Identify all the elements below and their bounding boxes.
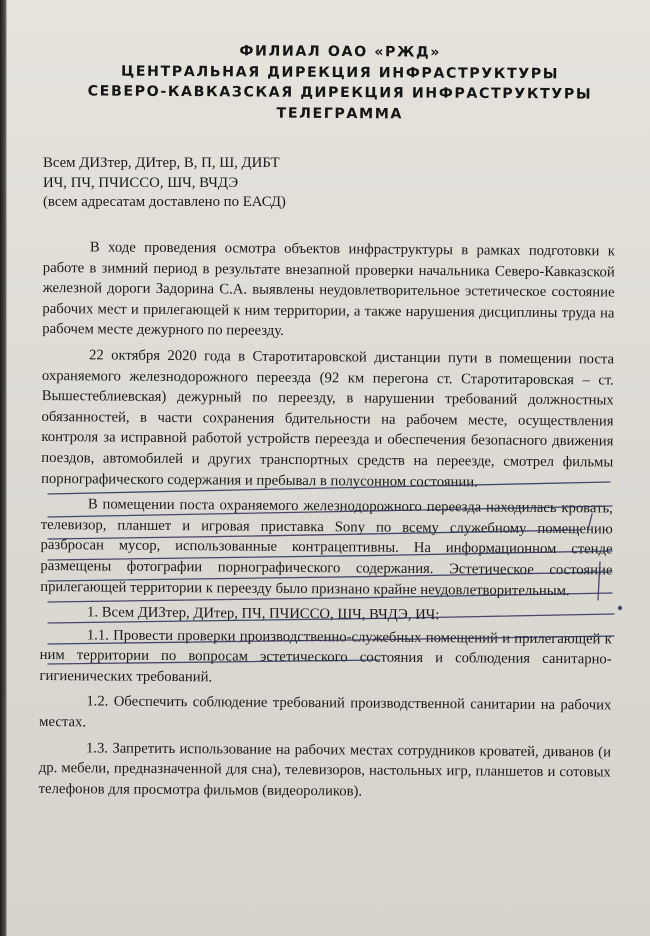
paragraph-incident: 22 октября 2020 года в Старотитаровской дистанции пути в помещении поста охраняемого железнодорожного переезда (92 км перегона ст. Старотитаровская – ст. Вышестеблиевская) дежурный по переезду, в нарушении требований должностных обязанностей, в части сохранения бдительности на рабочем месте, осуществления контроля за исправной работой устройств переезда и обеспечения безопасного движения поездов, автомобилей и других транспортных средств на переезде, смотрел фильмы порнографического содержания и пребывал в полусонном состоянии.	[41, 347, 615, 490]
paragraph-item-1-3: 1.3. Запретить использование на рабочих местах сотрудников кроватей, диванов (и др. мебели, предназначенной для сна), телевизоров, настольных игр, планшетов и сотовых телефонов для просмотра фильмов (видеороликов).	[38, 740, 612, 800]
header-line-north-caucasus: СЕВЕРО-КАВКАЗСКАЯ ДИРЕКЦИЯ ИНФРАСТРУКТУРЫ	[87, 83, 593, 103]
paragraph-inspection: В ходе проведения осмотра объектов инфраструктуры в рамках подготовки к работе в зимний период в результате внезапной проверки начальника Северо-Кавказской железной дороги Задорина С.А. выявлены неудовлетворительное эстетическое состояние рабочих мест и прилегающей к ним территории, а также нарушения дисциплины труда на рабочем месте дежурного по переезду.	[42, 239, 615, 340]
margin-dot	[618, 606, 622, 610]
addressee-line-1: Всем ДИЗтер, ДИтер, В, П, Ш, ДИБТ	[43, 155, 280, 171]
addressee-note: (всем адресатам доставлено по ЕАСД)	[43, 194, 286, 210]
header-line-central: ЦЕНТРАЛЬНАЯ ДИРЕКЦИЯ ИНФРАСТРУКТУРЫ	[120, 63, 560, 82]
telegram-body	[39, 237, 615, 809]
photo-edge-shadow	[0, 0, 7, 936]
header-line-telegram: ТЕЛЕГРАММА	[276, 105, 404, 122]
paragraph-item-1-2: 1.2. Обеспечить соблюдение требований производственной санитарии на рабочих местах.	[39, 693, 612, 731]
document-header	[40, 40, 640, 126]
paragraph-item-1-1: 1.1. Провести проверки производственно-служебных помещений и прилегающей к ним территории по вопросам эстетического состояния и соблюдения санитарно-гигиенических требований.	[39, 627, 612, 686]
header-line-branch: ФИЛИАЛ ОАО «РЖД»	[239, 43, 442, 61]
paragraph-premises: В помещении поста охраняемого железнодорожного переезда находилась кровать, телевизор, планшет и игровая приставка Sony по всему служебному помещению разбросан мусор, использованные контрацептивны. На информационном стенде размещены фотографии порнографического содержания. Эстетическое состояние прилегающей территории к переезду было признано крайне неудовлетворительным.	[40, 496, 613, 599]
addressee-block	[43, 154, 543, 213]
paragraph-order-recipients: 1. Всем ДИЗтер, ДИтер, ПЧ, ПЧИССО, ШЧ, ВЧДЭ, ИЧ:	[86, 604, 440, 624]
addressee-line-2: ИЧ, ПЧ, ПЧИССО, ШЧ, ВЧДЭ	[43, 174, 239, 191]
